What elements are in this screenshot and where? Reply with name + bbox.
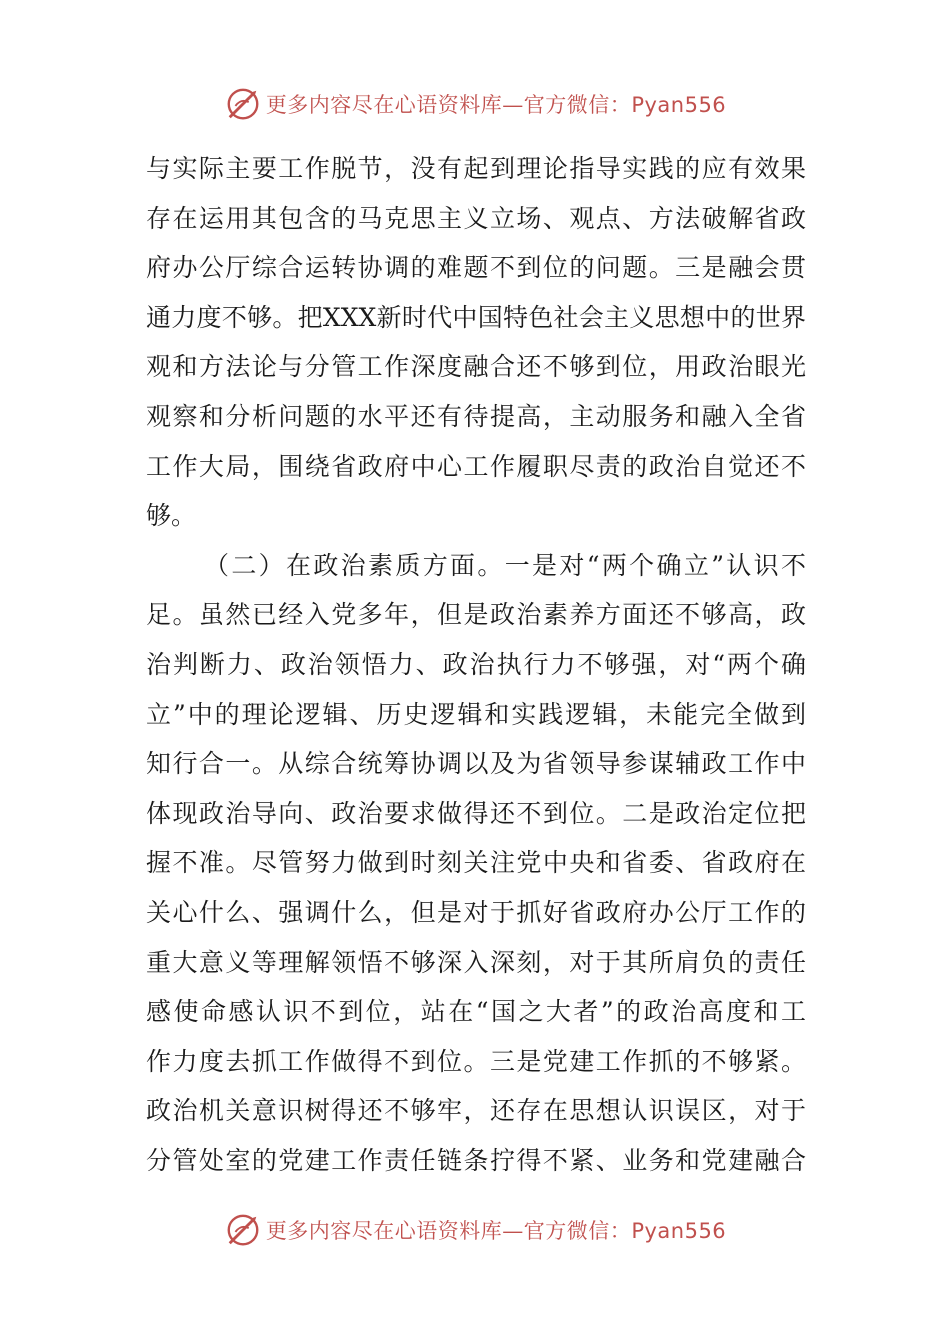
footer-watermark — [0, 1208, 950, 1252]
body-line: 感使命感认识不到位，站在“国之大者”的政治高度和工 — [146, 997, 806, 1027]
body-line: 政治机关意识树得还不够牢，还存在思想认识误区，对于 — [146, 1096, 806, 1126]
body-line: 治判断力、政治领悟力、政治执行力不够强，对“两个确 — [146, 649, 806, 679]
body-line: 通力度不够。把XXX新时代中国特色社会主义思想中的世界 — [146, 302, 806, 332]
body-line: 够。 — [146, 501, 197, 531]
watermark-text: 更多内容尽在心语资料库—官方微信：Pyan556 — [265, 93, 727, 117]
body-line: 体现政治导向、政治要求做得还不到位。二是政治定位把 — [146, 798, 806, 828]
pen-logo-icon — [224, 85, 262, 123]
section-heading-line: （二）在政治素质方面。一是对“两个确立”认识不 — [204, 550, 806, 580]
body-line: 观和方法论与分管工作深度融合还不够到位，用政治眼光 — [146, 352, 806, 382]
body-line: 关心什么、强调什么，但是对于抓好省政府办公厅工作的 — [146, 897, 806, 927]
body-line: 存在运用其包含的马克思主义立场、观点、方法破解省政 — [146, 203, 806, 233]
body-line: 立”中的理论逻辑、历史逻辑和实践逻辑，未能完全做到 — [146, 699, 806, 729]
wechat-id: Pyan556 — [631, 93, 727, 117]
pen-logo-icon — [224, 1211, 262, 1249]
header-watermark — [0, 82, 950, 126]
body-line: 足。虽然已经入党多年，但是政治素养方面还不够高，政 — [146, 600, 806, 630]
body-line: 作力度去抓工作做得不到位。三是党建工作抓的不够紧。 — [146, 1046, 806, 1076]
body-line: 分管处室的党建工作责任链条拧得不紧、业务和党建融合 — [146, 1145, 806, 1175]
body-line: 观察和分析问题的水平还有待提高，主动服务和融入全省 — [146, 401, 806, 431]
body-line: 握不准。尽管努力做到时刻关注党中央和省委、省政府在 — [146, 848, 806, 878]
body-line: 府办公厅综合运转协调的难题不到位的问题。三是融会贯 — [146, 253, 806, 283]
body-line: 与实际主要工作脱节，没有起到理论指导实践的应有效果 — [146, 154, 806, 183]
watermark-text: 更多内容尽在心语资料库—官方微信：Pyan556 — [265, 1219, 727, 1243]
body-line: 知行合一。从综合统筹协调以及为省领导参谋辅政工作中 — [146, 749, 806, 779]
wechat-id: Pyan556 — [631, 1219, 727, 1243]
body-line: 工作大局，围绕省政府中心工作履职尽责的政治自觉还不 — [146, 451, 806, 481]
document-body — [146, 144, 806, 1185]
body-line: 重大意义等理解领悟不够深入深刻，对于其所肩负的责任 — [146, 947, 806, 977]
